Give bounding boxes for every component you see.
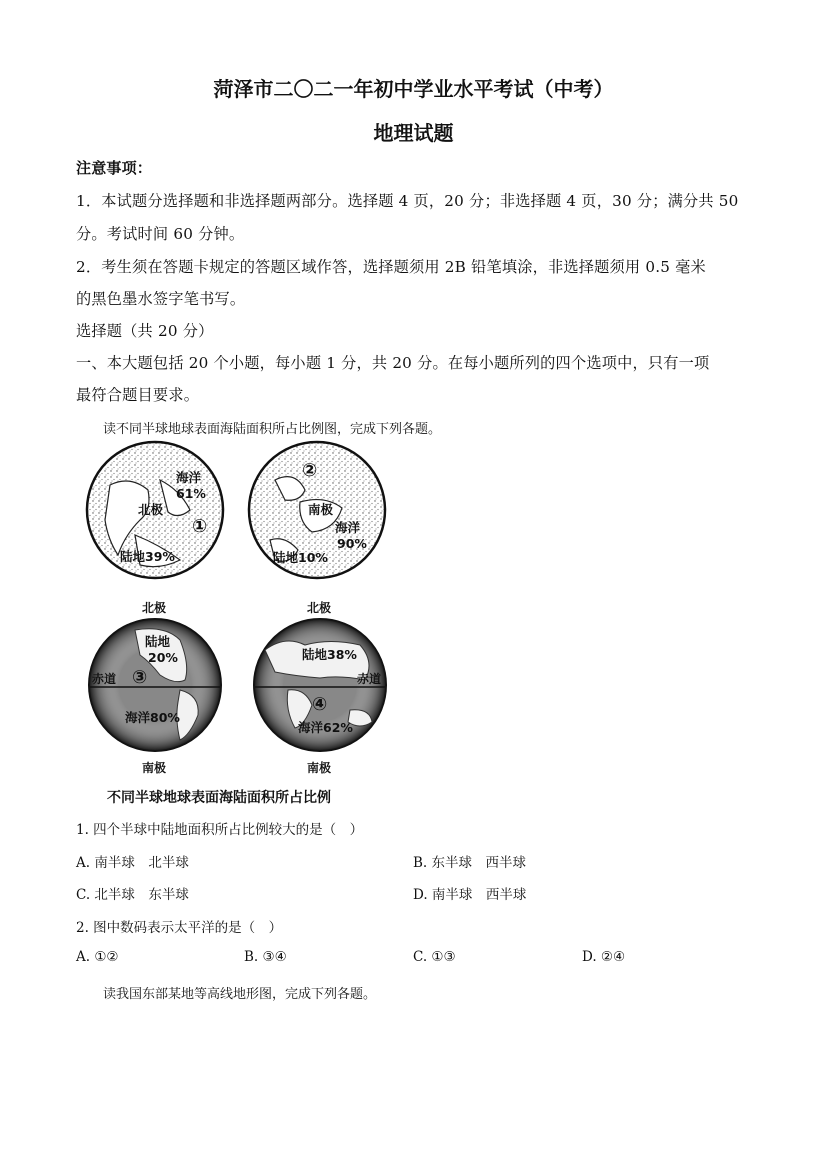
notice-item-1-line-2: 分。考试时间 60 分钟。: [76, 225, 245, 243]
q2-option-d[interactable]: D. ②④: [582, 949, 626, 965]
globe-1-ocean-label: 海洋: [176, 470, 202, 485]
q2-option-c[interactable]: C. ①③: [413, 949, 456, 965]
q1-option-a[interactable]: A. 南半球 北半球: [76, 855, 189, 871]
section-heading: 选择题（共 20 分）: [76, 322, 214, 340]
globe-2-pole-label: 南极: [308, 502, 334, 517]
globe-3: [89, 600, 221, 775]
globe-1-ocean-pct: 61%: [176, 486, 206, 501]
globe-4-bottom-pole: 南极: [307, 761, 332, 775]
globe-3-equator-label: 赤道: [92, 672, 117, 686]
q2-option-b[interactable]: B. ③④: [244, 949, 287, 965]
globe-4: [254, 600, 386, 775]
notice-item-2-line-2: 的黑色墨水签字笔书写。: [76, 290, 246, 308]
q1-option-b[interactable]: B. 东半球 西半球: [413, 855, 527, 871]
globe-2-ocean-pct: 90%: [337, 536, 367, 551]
figure-caption: 不同半球地球表面海陆面积所占比例: [107, 790, 331, 806]
q1-option-d[interactable]: D. 南半球 西半球: [413, 887, 527, 903]
globe-1-number: ①: [192, 516, 208, 537]
globe-1: [87, 442, 223, 578]
globe-3-top-pole: 北极: [142, 601, 167, 615]
q2-stem: 2. 图中数码表示太平洋的是（ ）: [76, 920, 283, 936]
q2-option-a[interactable]: A. ①②: [76, 949, 119, 965]
globe-4-number: ④: [312, 694, 328, 715]
globe-3-land-label: 陆地: [145, 634, 171, 649]
notice-item-1-line-1: 1．本试题分选择题和非选择题两部分。选择题 4 页，20 分；非选择题 4 页，30 分；满分共 50: [76, 192, 739, 210]
globe-2-land-label: 陆地10%: [273, 550, 328, 565]
intro-contour-text: 读我国东部某地等高线地形图，完成下列各题。: [103, 987, 377, 1002]
globe-4-top-pole: 北极: [307, 601, 332, 615]
q1-stem: 1. 四个半球中陆地面积所占比例较大的是（ ）: [76, 822, 364, 838]
globe-3-bottom-pole: 南极: [142, 761, 167, 775]
intro-figure-text: 读不同半球地球表面海陆面积所占比例图，完成下列各题。: [103, 422, 442, 437]
notice-item-2-line-1: 2．考生须在答题卡规定的答题区域作答，选择题须用 2B 铅笔填涂，非选择题须用 0.5 毫米: [76, 258, 706, 276]
globe-4-land-label: 陆地38%: [302, 647, 357, 662]
page-title: 菏泽市二〇二一年初中学业水平考试（中考）: [213, 77, 614, 101]
hemisphere-figure: [80, 440, 400, 810]
globe-3-ocean-label: 海洋80%: [125, 710, 180, 725]
section-instruction-line-2: 最符合题目要求。: [76, 386, 200, 404]
notice-heading: 注意事项：: [76, 159, 153, 177]
globe-3-number: ③: [132, 667, 148, 688]
globe-4-ocean-label: 海洋62%: [298, 720, 353, 735]
globe-1-pole-label: 北极: [138, 502, 164, 517]
globe-3-land-pct: 20%: [148, 650, 178, 665]
globe-2-number: ②: [302, 460, 318, 481]
page-subtitle: 地理试题: [373, 121, 454, 145]
globe-2-ocean-label: 海洋: [335, 520, 361, 535]
q1-option-c[interactable]: C. 北半球 东半球: [76, 887, 189, 903]
globe-2: [249, 442, 385, 578]
globe-1-land-label: 陆地39%: [120, 549, 175, 564]
globe-4-equator-label: 赤道: [357, 672, 382, 686]
section-instruction-line-1: 一、本大题包括 20 个小题，每小题 1 分，共 20 分。在每小题所列的四个选项中，只有一项: [76, 354, 710, 372]
